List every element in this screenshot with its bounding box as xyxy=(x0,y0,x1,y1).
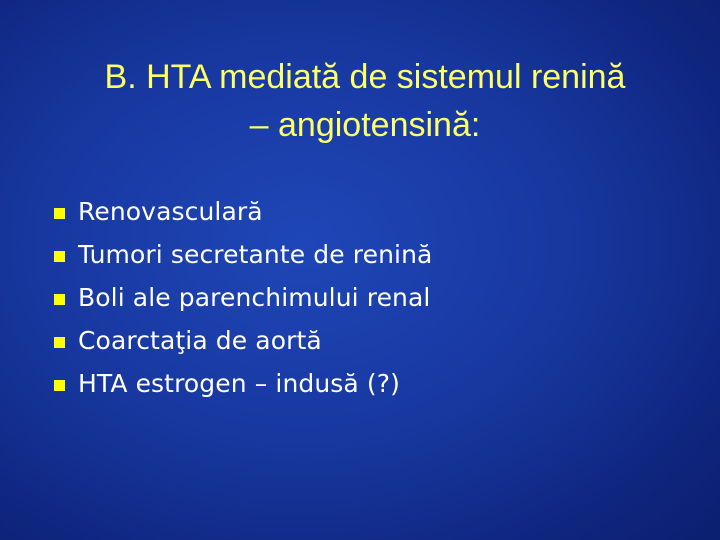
bullet-text-renal-parenchyma: Boli ale parenchimului renal xyxy=(78,283,431,312)
square-bullet-icon xyxy=(54,294,65,305)
square-bullet-icon xyxy=(54,337,65,348)
bullet-text-renin-tumors: Tumori secretante de renină xyxy=(78,240,433,269)
bullet-text-renovascular: Renovasculară xyxy=(78,197,263,226)
slide-title-line-1: B. HTA mediată de sistemul renină xyxy=(104,57,626,96)
bullet-text-aortic-coarctation: Coarctaţia de aortă xyxy=(78,326,322,355)
bullet-list xyxy=(54,190,432,405)
square-bullet-icon xyxy=(54,251,65,262)
bullet-item-aortic-coarctation xyxy=(54,319,432,362)
bullet-text-estrogen-induced: HTA estrogen – indusă (?) xyxy=(78,369,400,398)
slide-title xyxy=(30,53,700,149)
square-bullet-icon xyxy=(54,380,65,391)
bullet-item-renal-parenchyma xyxy=(54,276,432,319)
bullet-item-renovascular xyxy=(54,190,432,233)
slide-title-line-2: – angiotensină: xyxy=(249,105,481,144)
square-bullet-icon xyxy=(54,208,65,219)
bullet-item-renin-tumors xyxy=(54,233,432,276)
bullet-item-estrogen-induced xyxy=(54,362,432,405)
